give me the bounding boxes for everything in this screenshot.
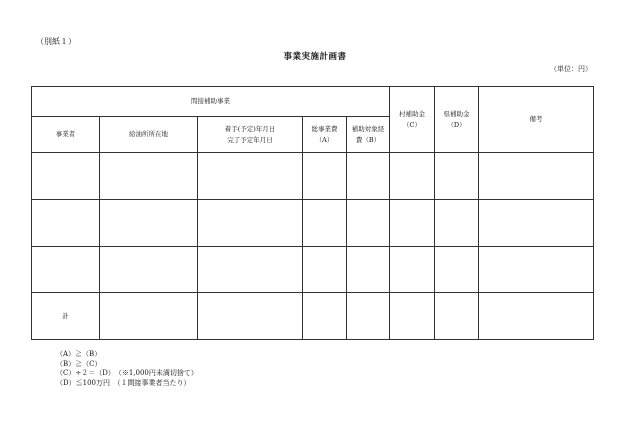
table-cell[interactable]	[303, 153, 347, 200]
appendix-label: （別紙１）	[36, 37, 76, 46]
table-cell[interactable]	[347, 247, 390, 293]
notes	[56, 350, 198, 388]
table-cell[interactable]	[390, 200, 435, 247]
plan-table	[31, 86, 594, 340]
table-cell[interactable]	[32, 200, 100, 247]
table-cell[interactable]	[479, 200, 594, 247]
table-cell[interactable]	[347, 293, 390, 340]
note-line: （D）≦100万円 （１間接事業者当たり）	[56, 378, 191, 387]
table-cell[interactable]	[303, 293, 347, 340]
table-cell[interactable]	[198, 200, 303, 247]
table-cell[interactable]	[479, 293, 594, 340]
table-cell[interactable]	[479, 247, 594, 293]
table-cell[interactable]	[347, 200, 390, 247]
table-cell[interactable]	[390, 153, 435, 200]
note-line: （A）≧（B）	[56, 350, 102, 358]
document-title: 事業実施計画書	[283, 52, 347, 62]
total-cost-header: 総事業費 （A）	[303, 117, 347, 153]
header-row-1	[32, 87, 594, 117]
table-cell[interactable]	[435, 200, 479, 247]
total-row-label: 計	[32, 293, 100, 340]
table-cell[interactable]	[198, 247, 303, 293]
table-cell[interactable]	[479, 153, 594, 200]
table-row	[32, 153, 594, 200]
note-line: （C）÷２＝（D） （※1,000円未満切捨て）	[56, 369, 198, 377]
table-row	[32, 200, 594, 247]
indirect-subsidy-header: 間接補助事業	[32, 87, 390, 117]
village-subsidy-header: 村補助金 （C）	[390, 87, 435, 153]
table-cell[interactable]	[198, 293, 303, 340]
table-cell[interactable]	[100, 200, 198, 247]
table-cell[interactable]	[198, 153, 303, 200]
table-cell[interactable]	[32, 247, 100, 293]
business-operator-header: 事業者	[32, 117, 100, 153]
table-cell[interactable]	[435, 247, 479, 293]
eligible-cost-header: 補助対象経 費（B）	[347, 117, 390, 153]
table-cell[interactable]	[100, 247, 198, 293]
table-cell[interactable]	[303, 247, 347, 293]
table-cell[interactable]	[435, 293, 479, 340]
remarks-header: 備考	[479, 87, 594, 153]
table-cell[interactable]	[100, 293, 198, 340]
table-cell[interactable]	[390, 293, 435, 340]
table-cell[interactable]	[435, 153, 479, 200]
total-row	[32, 293, 594, 340]
station-location-header: 給油所所在地	[100, 117, 198, 153]
table-cell[interactable]	[303, 200, 347, 247]
table-cell[interactable]	[390, 247, 435, 293]
schedule-header: 着手(予定)年月日 完了予定年月日	[198, 117, 303, 153]
note-line: （B）≧（C）	[56, 359, 102, 368]
table-cell[interactable]	[32, 153, 100, 200]
table-cell[interactable]	[100, 153, 198, 200]
table-cell[interactable]	[347, 153, 390, 200]
unit-label: （単位：円）	[550, 65, 592, 73]
table-row	[32, 247, 594, 293]
prefecture-subsidy-header: 県補助金 （D）	[435, 87, 479, 153]
